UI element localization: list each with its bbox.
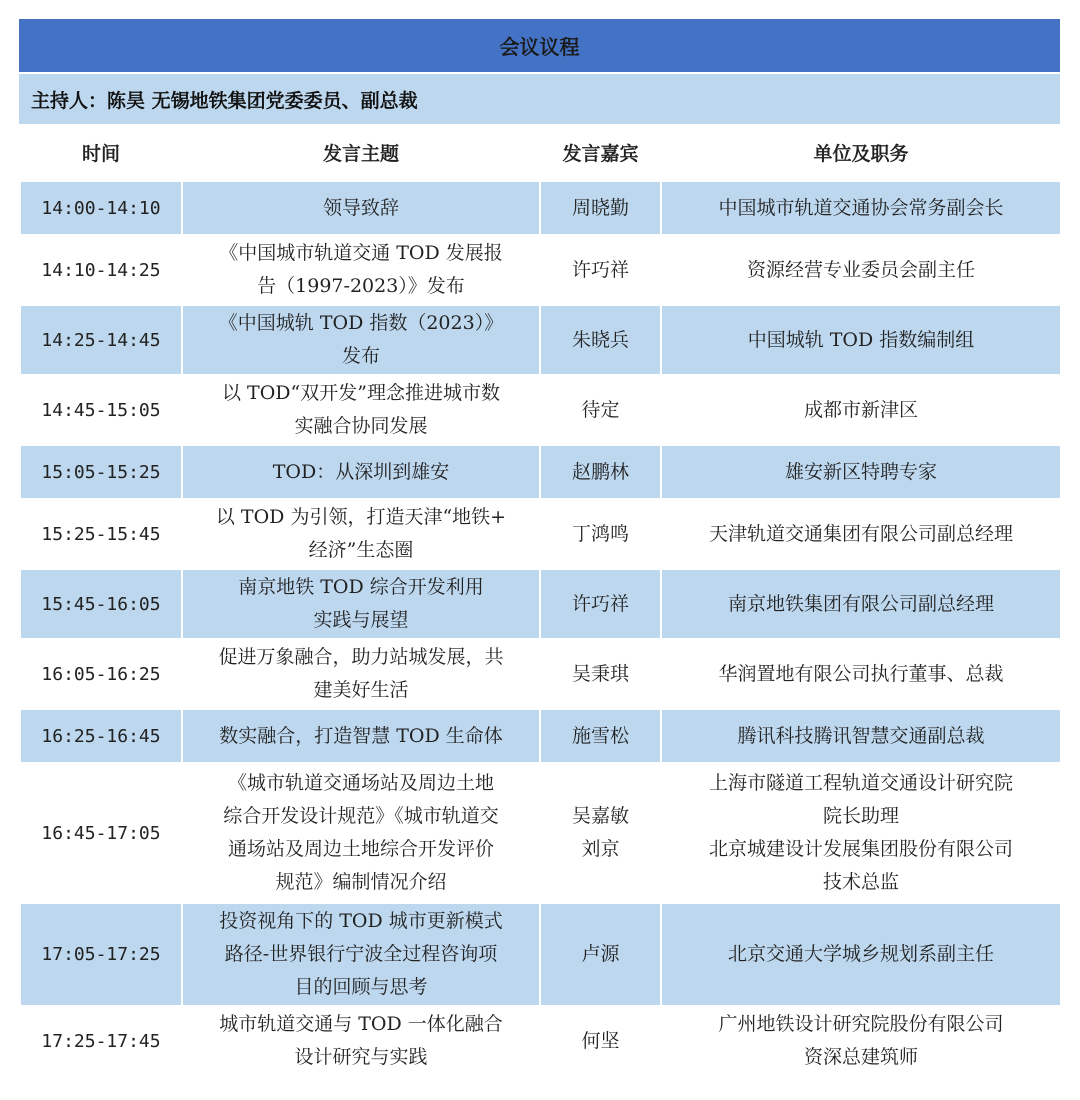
org-line: 北京城建设计发展集团股份有限公司 (708, 838, 1013, 860)
speaker-cell (540, 499, 661, 569)
table-row (20, 903, 1061, 1006)
topic-cell (182, 375, 540, 445)
table-row (20, 375, 1061, 445)
org-cell (661, 375, 1061, 445)
agenda-body (20, 181, 1061, 1076)
topic-cell (182, 903, 540, 1006)
header-speaker: 发言嘉宾 (540, 127, 661, 181)
topic-line: 设计研究与实践 (294, 1046, 428, 1068)
org-line: 技术总监 (822, 871, 899, 893)
time-cell: 17:05-17:25 (20, 903, 182, 1006)
time-cell: 16:45-17:05 (20, 763, 182, 903)
time-cell: 16:25-16:45 (20, 709, 182, 763)
agenda-title: 会议议程 (19, 19, 1060, 74)
org-cell (661, 1006, 1061, 1076)
topic-cell (182, 569, 540, 639)
topic-line: 经济”生态圈 (308, 539, 414, 561)
org-cell (661, 763, 1061, 903)
time-cell: 14:25-14:45 (20, 305, 182, 375)
org-line: 中国城轨 TOD 指数编制组 (747, 328, 975, 351)
org-line: 广州地铁设计研究院股份有限公司 (718, 1013, 1004, 1035)
topic-cell (182, 235, 540, 305)
org-line: 华润置地有限公司执行董事、总裁 (718, 662, 1004, 685)
speaker-line: 吴秉琪 (571, 662, 629, 685)
header-time: 时间 (20, 127, 182, 181)
org-cell (661, 903, 1061, 1006)
speaker-line: 何坚 (581, 1029, 620, 1052)
speaker-line: 施雪松 (571, 724, 629, 747)
topic-cell (182, 445, 540, 499)
org-line: 雄安新区特聘专家 (784, 460, 937, 483)
speaker-line: 许巧祥 (571, 258, 629, 281)
speaker-cell (540, 903, 661, 1006)
topic-line: 南京地铁 TOD 综合开发利用 (238, 576, 484, 598)
org-cell (661, 235, 1061, 305)
topic-line: 路径-世界银行宁波全过程咨询项 (224, 943, 498, 965)
agenda-container (19, 19, 1060, 1077)
org-line: 腾讯科技腾讯智慧交通副总裁 (737, 724, 985, 747)
time-cell: 14:10-14:25 (20, 235, 182, 305)
org-cell (661, 305, 1061, 375)
org-cell (661, 181, 1061, 235)
speaker-cell (540, 569, 661, 639)
speaker-cell (540, 763, 661, 903)
topic-cell (182, 305, 540, 375)
speaker-line: 卢源 (581, 943, 620, 965)
table-row (20, 569, 1061, 639)
table-row (20, 181, 1061, 235)
header-topic: 发言主题 (182, 127, 540, 181)
org-cell (661, 499, 1061, 569)
org-line: 成都市新津区 (803, 398, 918, 421)
time-cell: 16:05-16:25 (20, 639, 182, 709)
table-row (20, 235, 1061, 305)
topic-line: 城市轨道交通与 TOD 一体化融合 (219, 1013, 503, 1035)
topic-line: 《中国城市轨道交通 TOD 发展报 (219, 242, 503, 264)
topic-line: 数实融合，打造智慧 TOD 生命体 (219, 724, 503, 747)
speaker-line: 朱晓兵 (571, 328, 629, 351)
speaker-line: 丁鸿鸣 (571, 522, 629, 545)
topic-line: 发布 (341, 345, 380, 367)
topic-line: 综合开发设计规范》《城市轨道交 (223, 805, 499, 827)
table-header-row (20, 127, 1061, 181)
org-cell (661, 569, 1061, 639)
topic-cell (182, 709, 540, 763)
topic-line: 规范》编制情况介绍 (275, 871, 447, 893)
speaker-cell (540, 305, 661, 375)
time-cell: 15:25-15:45 (20, 499, 182, 569)
org-cell (661, 639, 1061, 709)
topic-line: TOD：从深圳到雄安 (272, 460, 450, 483)
topic-line: 《城市轨道交通场站及周边土地 (227, 772, 494, 794)
topic-line: 目的回顾与思考 (294, 976, 428, 998)
org-line: 天津轨道交通集团有限公司副总经理 (708, 522, 1013, 545)
topic-cell (182, 639, 540, 709)
topic-line: 以 TOD“双开发”理念推进城市数 (222, 382, 500, 404)
topic-cell (182, 763, 540, 903)
org-line: 资源经营专业委员会副主任 (746, 258, 975, 281)
org-line: 上海市隧道工程轨道交通设计研究院 (708, 772, 1013, 794)
time-cell: 15:45-16:05 (20, 569, 182, 639)
topic-cell (182, 181, 540, 235)
speaker-cell (540, 235, 661, 305)
topic-line: 促进万象融合，助力站城发展，共 (218, 646, 504, 668)
topic-line: 通场站及周边土地综合开发评价 (227, 838, 494, 860)
org-line: 院长助理 (822, 805, 899, 827)
host-line: 主持人：陈昊 无锡地铁集团党委委员、副总裁 (19, 74, 1060, 126)
speaker-cell (540, 445, 661, 499)
speaker-line: 赵鹏林 (571, 460, 629, 483)
table-row (20, 639, 1061, 709)
speaker-line: 待定 (581, 398, 620, 421)
topic-line: 以 TOD 为引领，打造天津“地铁+ (215, 506, 507, 528)
table-row (20, 763, 1061, 903)
speaker-cell (540, 1006, 661, 1076)
table-row (20, 305, 1061, 375)
speaker-cell (540, 709, 661, 763)
speaker-cell (540, 181, 661, 235)
time-cell: 14:00-14:10 (20, 181, 182, 235)
org-cell (661, 709, 1061, 763)
topic-cell (182, 499, 540, 569)
topic-line: 《中国城轨 TOD 指数（2023）》 (218, 312, 504, 334)
org-cell (661, 445, 1061, 499)
speaker-line: 许巧祥 (571, 592, 629, 615)
time-cell: 17:25-17:45 (20, 1006, 182, 1076)
org-line: 北京交通大学城乡规划系副主任 (727, 943, 994, 965)
org-line: 资深总建筑师 (803, 1046, 918, 1068)
topic-line: 建美好生活 (313, 679, 409, 701)
speaker-line: 刘京 (581, 838, 620, 860)
org-line: 南京地铁集团有限公司副总经理 (727, 592, 994, 615)
table-row (20, 709, 1061, 763)
speaker-line: 周晓勤 (571, 196, 629, 219)
topic-line: 领导致辞 (322, 196, 399, 219)
header-org: 单位及职务 (661, 127, 1061, 181)
time-cell: 15:05-15:25 (20, 445, 182, 499)
topic-cell (182, 1006, 540, 1076)
topic-line: 告（1997-2023）》发布 (257, 275, 465, 297)
topic-line: 实融合协同发展 (294, 415, 428, 437)
time-cell: 14:45-15:05 (20, 375, 182, 445)
table-row (20, 445, 1061, 499)
topic-line: 实践与展望 (313, 609, 409, 631)
speaker-cell (540, 639, 661, 709)
agenda-table (19, 126, 1062, 1077)
table-row (20, 499, 1061, 569)
topic-line: 投资视角下的 TOD 城市更新模式 (219, 910, 503, 932)
speaker-cell (540, 375, 661, 445)
table-row (20, 1006, 1061, 1076)
org-line: 中国城市轨道交通协会常务副会长 (718, 196, 1004, 219)
speaker-line: 吴嘉敏 (571, 805, 629, 827)
